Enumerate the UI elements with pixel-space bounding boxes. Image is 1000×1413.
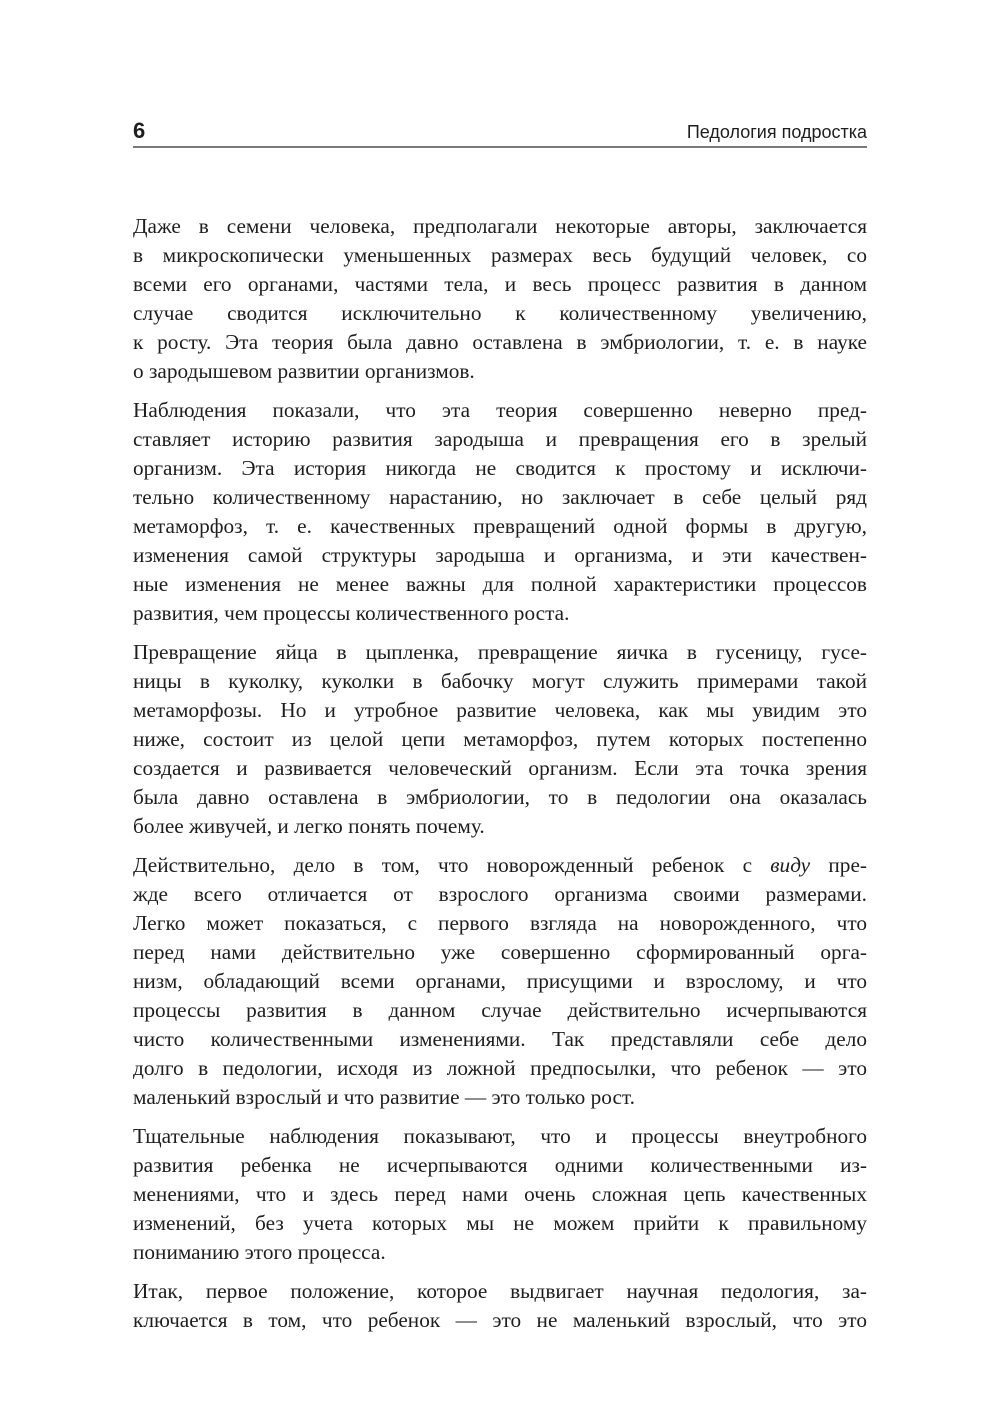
- text-line: более живучей, и легко понять почему.: [133, 814, 485, 838]
- text-line: перед нами действительно уже совершенно сформированный орга-: [133, 940, 867, 964]
- paragraph-6: [133, 1277, 867, 1335]
- text-line: в микроскопически уменьшенных размерах весь будущий человек, со: [133, 243, 867, 267]
- paragraph-3: [133, 638, 867, 841]
- text-line: маленький взрослый и что развитие — это только рост.: [133, 1085, 635, 1109]
- text-run: Действительно, дело в том, что новорожденный ребенок с: [133, 853, 771, 877]
- paragraph-2: [133, 396, 867, 628]
- page-header: [133, 112, 867, 148]
- text-line: изменения самой структуры зародыша и организма, и эти качествен-: [133, 543, 867, 567]
- text-line: метаморфоз, т. е. качественных превращений одной формы в другую,: [133, 514, 867, 538]
- text-line: ставляет историю развития зародыша и превращения его в зрелый: [133, 427, 867, 451]
- text-line: Наблюдения показали, что эта теория совершенно неверно пред-: [133, 398, 867, 422]
- text-line: развития ребенка не исчерпываются одними количественными из-: [133, 1153, 867, 1177]
- text-line: Тщательные наблюдения показывают, что и процессы внеутробного: [133, 1124, 867, 1148]
- text-line: была давно оставлена в эмбриологии, то в педологии она оказалась: [133, 785, 867, 809]
- text-line: Превращение яйца в цыпленка, превращение яичка в гусеницу, гусе-: [133, 640, 867, 664]
- text-line: пониманию этого процесса.: [133, 1240, 386, 1264]
- running-title: Педология подростка: [686, 122, 867, 142]
- text-line: ные изменения не менее важны для полной характеристики процессов: [133, 572, 867, 596]
- text-line: всеми его органами, частями тела, и весь процесс развития в данном: [133, 272, 867, 296]
- body-text: [133, 212, 867, 1345]
- text-line: ниже, состоит из целой цепи метаморфоз, путем которых постепенно: [133, 727, 867, 751]
- text-line: к росту. Эта теория была давно оставлена в эмбриологии, т. е. в науке: [133, 330, 867, 354]
- text-run: пре-: [810, 853, 867, 877]
- paragraph-1: [133, 212, 867, 386]
- italic-emphasis: виду: [770, 853, 811, 877]
- text-line: тельно количественному нарастанию, но заключает в себе целый ряд: [133, 485, 867, 509]
- text-line: ницы в куколку, куколки в бабочку могут служить примерами такой: [133, 669, 867, 693]
- text-line: изменений, без учета которых мы не можем прийти к правильному: [133, 1211, 867, 1235]
- text-line: ключается в том, что ребенок — это не маленький взрослый, что это: [133, 1308, 867, 1332]
- page-number: 6: [133, 118, 146, 143]
- text-line: развития, чем процессы количественного роста.: [133, 601, 570, 625]
- paragraph-5: [133, 1122, 867, 1267]
- text-line: о зародышевом развитии организмов.: [133, 359, 475, 383]
- text-line: менениями, что и здесь перед нами очень сложная цепь качественных: [133, 1182, 867, 1206]
- text-line: чисто количественными изменениями. Так представляли себе дело: [133, 1027, 867, 1051]
- text-line: метаморфозы. Но и утробное развитие человека, как мы увидим это: [133, 698, 867, 722]
- text-line: случае сводится исключительно к количественному увеличению,: [133, 301, 867, 325]
- text-line: организм. Эта история никогда не сводится к простому и исключи-: [133, 456, 867, 480]
- text-line: создается и развивается человеческий организм. Если эта точка зрения: [133, 756, 867, 780]
- paragraph-4: [133, 851, 867, 1112]
- text-line: долго в педологии, исходя из ложной предпосылки, что ребенок — это: [133, 1056, 867, 1080]
- text-line: низм, обладающий всеми органами, присущими и взрослому, и что: [133, 969, 867, 993]
- text-line: [133, 851, 867, 880]
- text-line: процессы развития в данном случае действительно исчерпываются: [133, 998, 867, 1022]
- text-line: Итак, первое положение, которое выдвигает научная педология, за-: [133, 1279, 867, 1303]
- text-line: Легко может показаться, с первого взгляда на новорожденного, что: [133, 911, 867, 935]
- text-line: жде всего отличается от взрослого организма своими размерами.: [133, 882, 867, 906]
- text-line: Даже в семени человека, предполагали некоторые авторы, заключается: [133, 214, 867, 238]
